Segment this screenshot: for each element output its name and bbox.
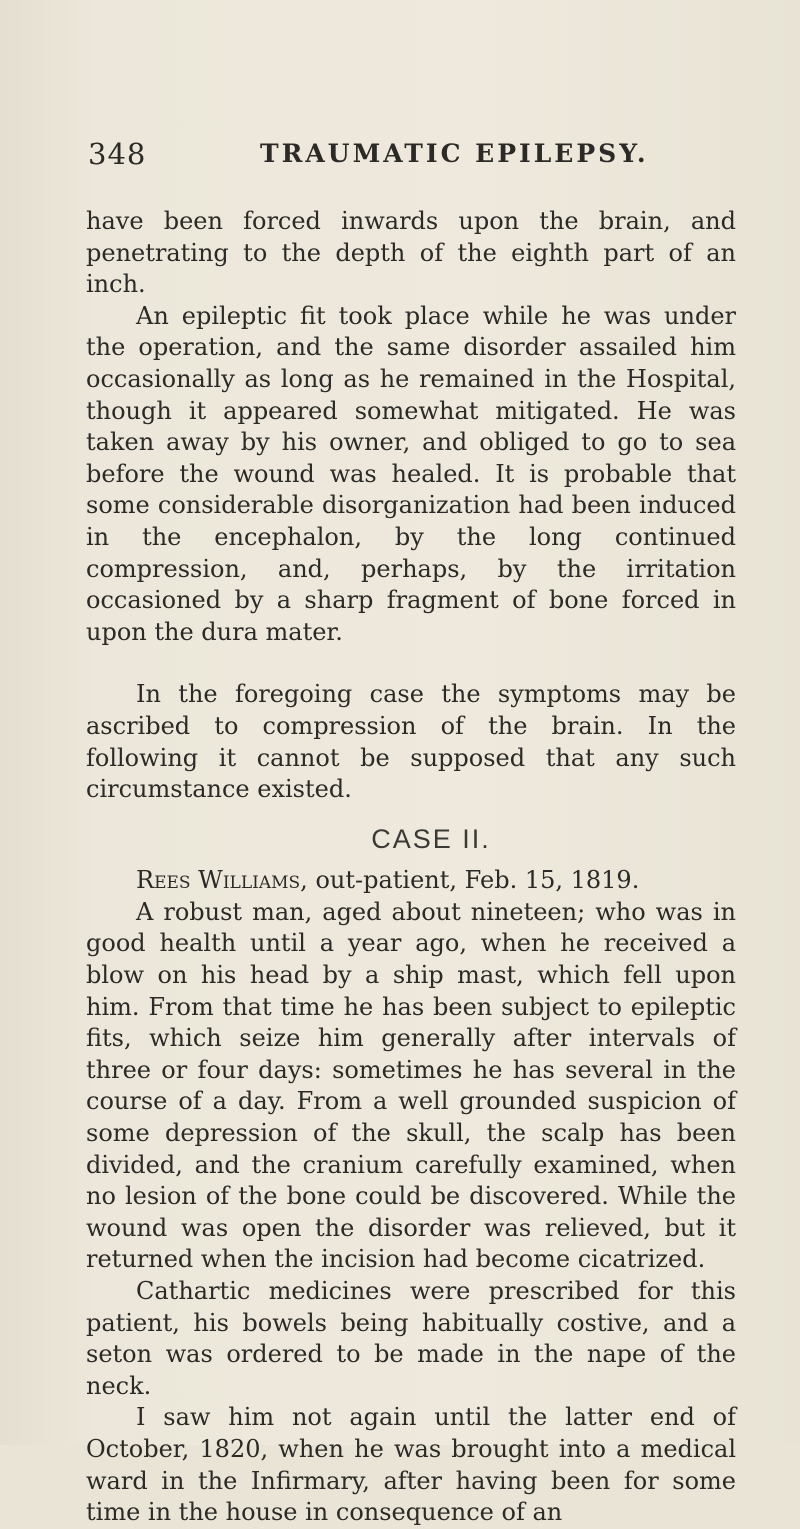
paragraph-robust-man: A robust man, aged about nineteen; who was in good health until a year ago, when he received a blow on his head by a ship mast, which fell upon him. From that time he has been subject to epileptic fits, which seize him generally after intervals of three or four days: sometimes he has several in the course of a day. From a well grounded suspicion of some depression of the skull, the scalp has been divided, and the cranium carefully examined, when no lesion of the bone could be discovered. While the wound was open the disorder was relieved, but it returned when the incision had become cicatrized. [86,897,736,1274]
running-head: TRAUMATIC EPILEPSY. [260,139,649,168]
paragraph-cathartic: Cathartic medicines were prescribed for this patient, his bowels being habitually costive, and a seton was ordered to be made in the nape of the neck. [86,1277,736,1400]
patient-line [86,865,736,897]
paragraph-saw-him: I saw him not again until the latter end of October, 1820, when he was brought into a medical ward in the Infirmary, after having been for some time in the house in consequence of an [86,1403,736,1527]
patient-details: out-patient, Feb. 15, 1819. [307,866,640,895]
paragraph-continuation: have been forced inwards upon the brain, and penetrating to the depth of the eighth part of an inch. [86,207,736,299]
page-header [88,137,728,177]
paragraph-foregoing-case: In the foregoing case the symptoms may be ascribed to compression of the brain. In the following it cannot be supposed that any such circumstance existed. [86,680,736,804]
paragraph-epileptic-fit: An epileptic fit took place while he was under the operation, and the same disorder assailed him occasionally as long as he remained in the Hospital, though it appeared somewhat mitigated. He was taken away by his owner, and obliged to go to sea before the wound was healed. It is probable that some considerable disorganization had been induced in the encephalon, by the long continued compression, and, perhaps, by the irritation occasioned by a sharp fragment of bone forced in upon the dura mater. [86,301,736,646]
patient-name: Rees Williams, [136,866,308,895]
case-heading: CASE II. [371,823,491,854]
page-number: 348 [88,137,147,171]
paragraph-gap [86,648,736,679]
page-body [86,206,736,1529]
